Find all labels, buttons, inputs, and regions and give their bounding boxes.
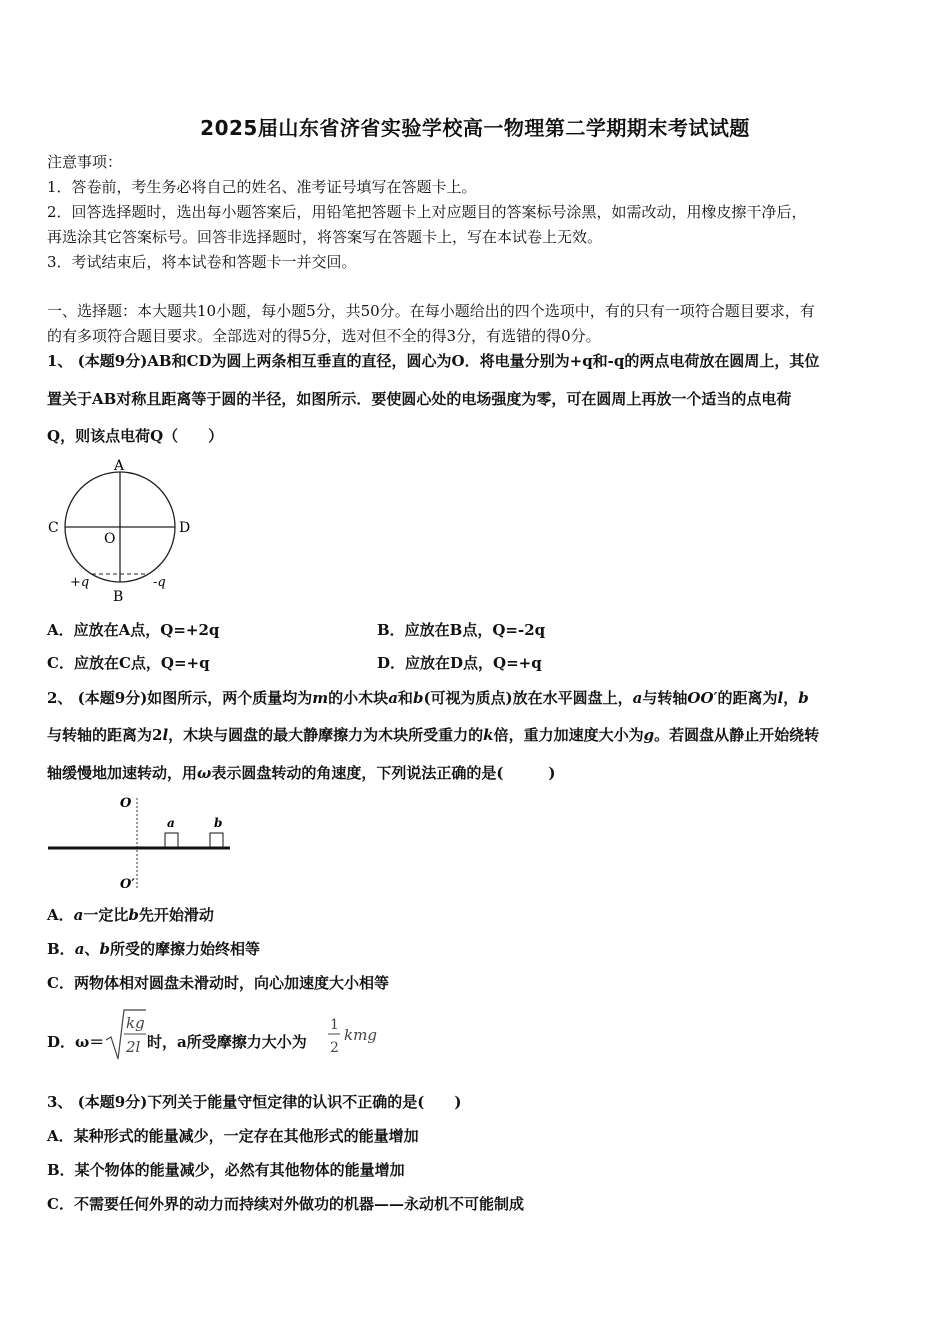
q2-var-b: b xyxy=(99,940,110,958)
q2-option-label: B． xyxy=(47,940,75,958)
notice-line-3: 3．考试结束后，将本试卷和答题卡一并交回。 xyxy=(47,253,357,271)
q2-block-b xyxy=(210,833,223,847)
sqrt-denominator: 2l xyxy=(126,1038,141,1056)
kmg-term: kmg xyxy=(344,1026,377,1044)
q1-label-A: A xyxy=(114,458,125,474)
q2-option-b xyxy=(47,939,260,959)
q2-text-seg: ，木块与圆盘的最大静摩擦力为木块所受重力的 xyxy=(168,726,484,744)
q3-option-a: A．某种形式的能量减少，一定存在其他形式的能量增加 xyxy=(47,1127,419,1145)
q2-text-seg: 、 xyxy=(84,940,100,958)
q1-option-c: C．应放在C点，Q=+q xyxy=(47,654,210,672)
q2-option-c: C．两物体相对圆盘未滑动时，向心加速度大小相等 xyxy=(47,974,389,992)
section-intro-line-1: 一、选择题：本大题共10小题，每小题5分，共50分。在每小题给出的四个选项中，有的只有一项符合题目要求，有 xyxy=(47,302,815,320)
q2-text-seg: 与转轴的距离为2 xyxy=(47,726,163,744)
q1-option-a: A．应放在A点，Q=+2q xyxy=(47,621,220,639)
q1-label-plus-q: +q xyxy=(70,575,90,590)
q3-option-c: C．不需要任何外界的动力而持续对外做功的机器——永动机不可能制成 xyxy=(47,1195,524,1213)
q2-var-m: m xyxy=(312,689,329,707)
q2-option-d-half-kmg xyxy=(326,1012,386,1060)
q2-var-g: g xyxy=(643,726,655,744)
q2-text-seg: 与转轴 xyxy=(642,689,688,707)
q2-option-d-text: 时，a所受摩擦力大小为 xyxy=(147,1033,307,1051)
q2-var-b: b xyxy=(798,689,809,707)
q2-label-b: b xyxy=(214,816,223,830)
q1-label-B: B xyxy=(113,589,124,605)
half-denominator: 2 xyxy=(330,1040,339,1056)
q2-text-seg: 一定比 xyxy=(83,906,129,924)
q2-option-d-sqrt-formula xyxy=(104,1006,148,1062)
q2-text-seg: 的距离为 xyxy=(717,689,778,707)
q2-text-seg: 的小木块 xyxy=(328,689,389,707)
q2-var-b: b xyxy=(128,906,139,924)
q2-text-seg: ， xyxy=(783,689,799,707)
q2-text-seg: 轴缓慢地加速转动，用 xyxy=(47,764,198,782)
q2-var-a: a xyxy=(388,689,398,707)
q2-var-a: a xyxy=(73,906,84,924)
notice-line-1: 1．答卷前，考生务必将自己的姓名、准考证号填写在答题卡上。 xyxy=(47,178,477,196)
q2-text-seg: 表示圆盘转动的角速度，下列说法正确的是( ) xyxy=(211,764,556,782)
q2-text-seg: 所受的摩擦力始终相等 xyxy=(109,940,260,958)
q2-text-seg: 先开始滑动 xyxy=(138,906,214,924)
q1-option-b: B．应放在B点，Q=-2q xyxy=(377,621,546,639)
q2-var-l: l xyxy=(162,726,169,744)
q2-label-O: O xyxy=(120,796,132,811)
q2-option-d-label: D．ω＝ xyxy=(47,1033,105,1051)
q1-stem-line-3: Q，则该点电荷Q（ ） xyxy=(47,427,224,445)
q1-option-d: D．应放在D点，Q=+q xyxy=(377,654,542,672)
notice-heading: 注意事项： xyxy=(47,153,123,171)
q1-stem-line-2: 置关于AB对称且距离等于圆的半径，如图所示．要使圆心处的电场强度为零，可在圆周上再放一个适当的点电荷 xyxy=(47,390,792,408)
sqrt-numerator: kg xyxy=(126,1014,145,1032)
q2-text-seg: 倍，重力加速度大小为 xyxy=(493,726,644,744)
q3-stem: 3、 (本题9分)下列关于能量守恒定律的认识不正确的是( ) xyxy=(47,1093,462,1111)
q2-label-O-prime: O′ xyxy=(120,877,135,892)
q2-var-a: a xyxy=(74,940,85,958)
q2-stem-line-3 xyxy=(47,763,556,783)
q2-var-axis: OO′ xyxy=(687,689,718,707)
q2-var-k: k xyxy=(483,726,494,744)
q2-stem-line-2 xyxy=(47,725,819,745)
q1-label-D: D xyxy=(179,520,191,536)
q2-label-a: a xyxy=(167,816,175,830)
q2-disk-figure xyxy=(44,790,244,895)
q2-stem-line-1 xyxy=(47,688,809,708)
section-intro-line-2: 的有多项符合题目要求。全部选对的得5分，选对但不全的得3分，有选错的得0分。 xyxy=(47,327,601,345)
q2-text-seg: (可视为质点)放在水平圆盘上， xyxy=(423,689,633,707)
q2-text-seg: 和 xyxy=(397,689,413,707)
q2-option-label: A． xyxy=(47,906,74,924)
q1-circle-figure xyxy=(40,452,210,607)
q3-option-b: B．某个物体的能量减少，必然有其他物体的能量增加 xyxy=(47,1161,405,1179)
q2-var-omega: ω xyxy=(197,764,212,782)
page-title: 2025届山东省济省实验学校高一物理第二学期期末考试试题 xyxy=(200,116,750,140)
q2-var-b: b xyxy=(412,689,424,707)
q1-label-minus-q: -q xyxy=(153,575,166,590)
q2-var-a: a xyxy=(632,689,643,707)
q1-label-O: O xyxy=(104,531,116,547)
q1-stem-line-1: 1、 (本题9分)AB和CD为圆上两条相互垂直的直径，圆心为O．将电量分别为+q和-q的两点电荷放在圆周上，其位 xyxy=(47,352,820,370)
notice-line-2a: 2．回答选择题时，选出每小题答案后，用铅笔把答题卡上对应题目的答案标号涂黑，如需改动，用橡皮擦干净后， xyxy=(47,203,807,221)
q2-text-seg: 。若圆盘从静止开始绕转 xyxy=(654,726,820,744)
notice-line-2b: 再选涂其它答案标号。回答非选择题时，将答案写在答题卡上，写在本试卷上无效。 xyxy=(47,228,603,246)
q2-option-a xyxy=(47,905,214,925)
q1-label-C: C xyxy=(48,520,59,536)
q2-block-a xyxy=(165,833,178,847)
q2-text-seg: 2、 (本题9分)如图所示，两个质量均为 xyxy=(47,689,313,707)
q2-var-l: l xyxy=(777,689,784,707)
half-numerator: 1 xyxy=(330,1017,339,1033)
